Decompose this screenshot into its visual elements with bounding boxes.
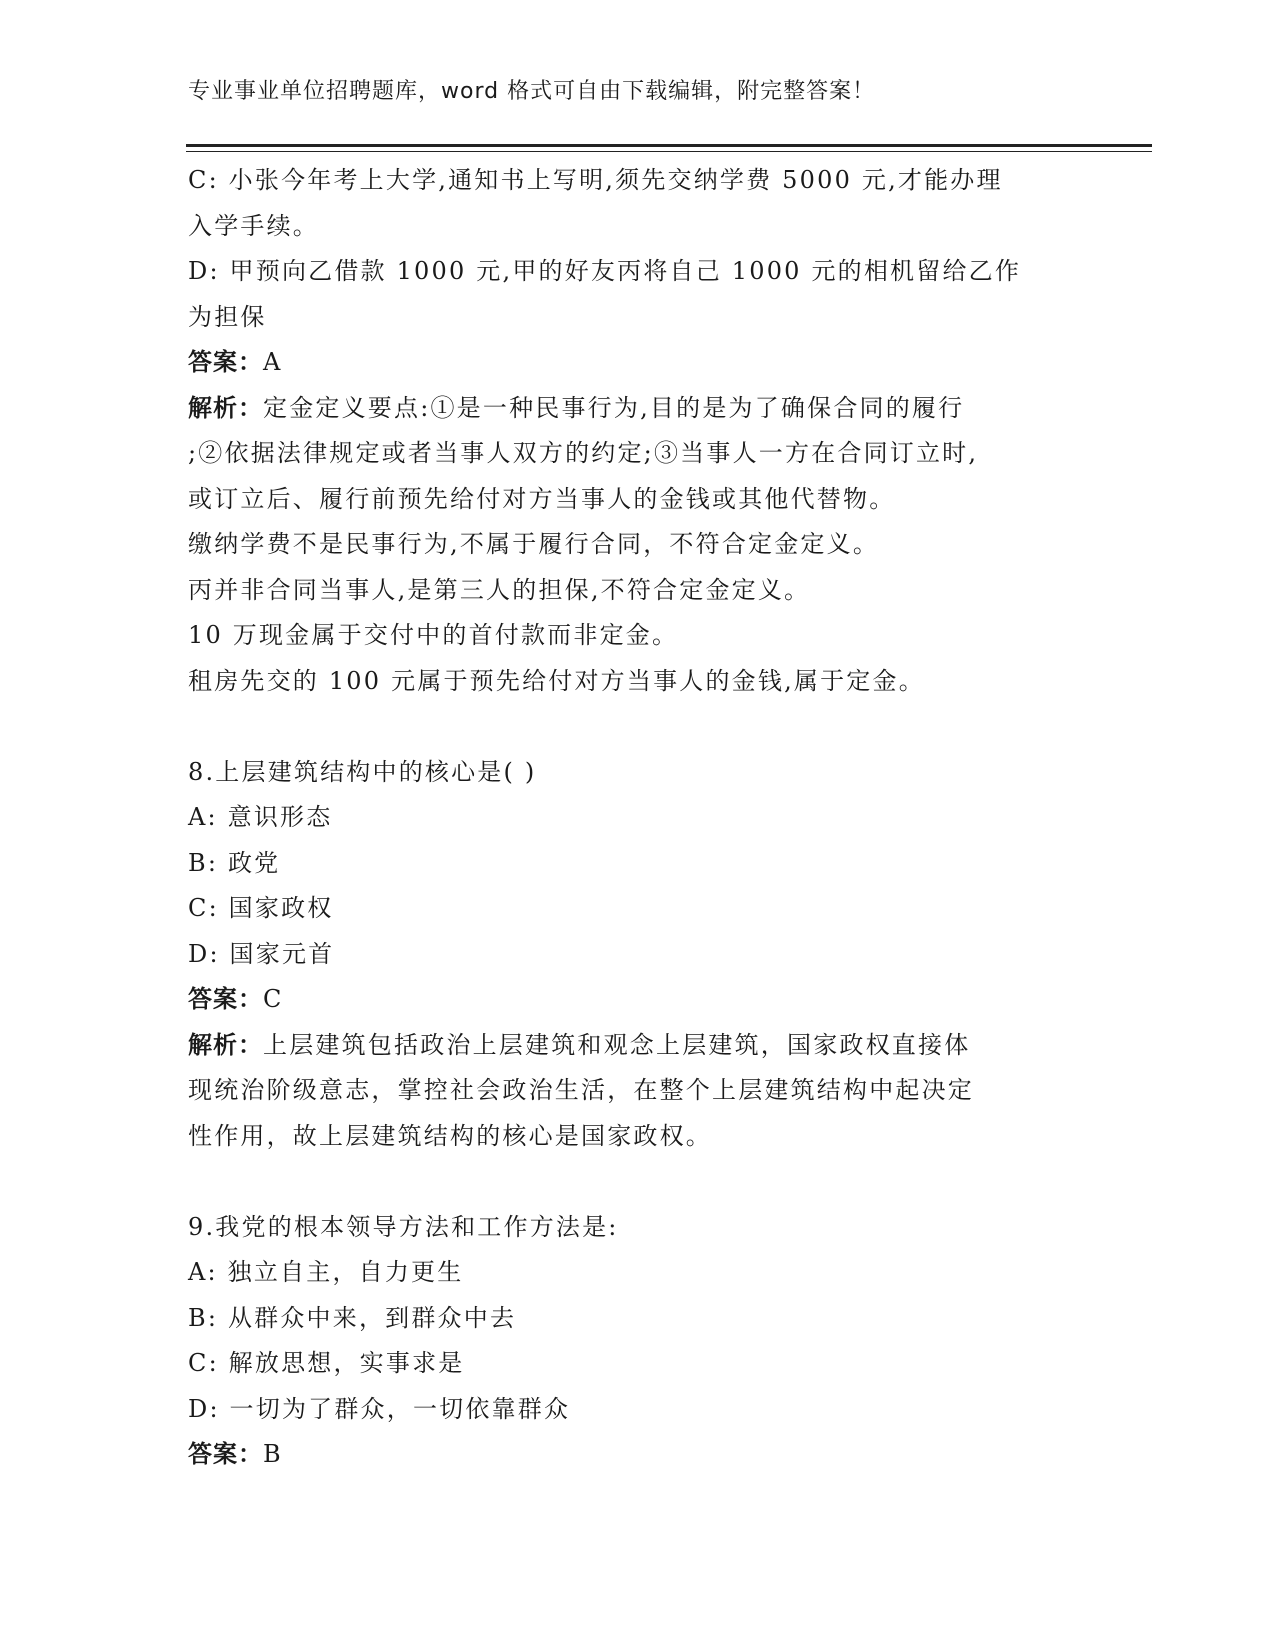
q7-analysis-line3: 或订立后、履行前预先给付对方当事人的金钱或其他代替物。 [188,484,896,513]
answer-value: C [263,985,284,1013]
q8-question: 8.上层建筑结构中的核心是( ) [188,757,537,786]
q7-analysis-line4: 缴纳学费不是民事行为,不属于履行合同，不符合定金定义。 [188,530,880,558]
analysis-label: 解析： [188,1030,263,1059]
q9-option-c: C: 解放思想，实事求是 [188,1349,465,1377]
answer-label: 答案： [188,985,263,1013]
q8-answer [188,977,1088,1023]
analysis-label: 解析： [188,393,263,422]
q8-analysis-line2: 现统治阶级意志，掌控社会政治生活，在整个上层建筑结构中起决定 [188,1076,974,1104]
header-rule-thick [186,144,1152,147]
q8-option-c: C: 国家政权 [188,894,334,922]
q7-option-d-line2: 为担保 [188,302,267,331]
q9-option-a: A: 独立自主，自力更生 [188,1258,464,1286]
q7-analysis-line1 [188,386,1088,432]
q9-option-d: D: 一切为了群众，一切依靠群众 [188,1394,571,1423]
q7-analysis-line5: 丙并非合同当事人,是第三人的担保,不符合定金定义。 [188,575,811,604]
q7-option-c-line1: C: 小张今年考上大学,通知书上写明,须先交纳学费 5000 元,才能办理 [188,166,1003,194]
q7-analysis-line7: 租房先交的 100 元属于预先给付对方当事人的金钱,属于定金。 [188,666,925,695]
answer-label: 答案： [188,1440,263,1468]
document-body [188,158,1088,1478]
page-header: 专业事业单位招聘题库，word 格式可自由下载编辑，附完整答案！ [188,79,876,104]
q7-analysis-line6: 10 万现金属于交付中的首付款而非定金。 [188,621,679,649]
analysis-text: 定金定义要点:①是一种民事行为,目的是为了确保合同的履行 [263,393,965,422]
spacer [188,1159,1088,1205]
q8-analysis-line1 [188,1023,1088,1069]
answer-value: A [263,348,283,376]
q8-option-b: B: 政党 [188,848,281,877]
answer-label: 答案： [188,348,263,376]
q9-question: 9.我党的根本领导方法和工作方法是: [188,1212,619,1241]
q9-option-b: B: 从群众中来，到群众中去 [188,1303,517,1332]
header-rule-thin [186,151,1152,152]
spacer [188,704,1088,750]
q8-analysis-line3: 性作用，故上层建筑结构的核心是国家政权。 [188,1121,712,1150]
q9-answer [188,1432,1088,1478]
q7-answer [188,340,1088,386]
q7-analysis-line2: ;②依据法律规定或者当事人双方的约定;③当事人一方在合同订立时, [188,439,979,467]
answer-value: B [263,1440,283,1468]
q7-option-d-line1: D: 甲预向乙借款 1000 元,甲的好友丙将自己 1000 元的相机留给乙作 [188,257,1022,285]
q8-option-d: D: 国家元首 [188,939,335,968]
q8-option-a: A: 意识形态 [188,803,333,831]
q7-option-c-line2: 入学手续。 [188,211,319,240]
analysis-text: 上层建筑包括政治上层建筑和观念上层建筑，国家政权直接体 [263,1030,971,1059]
